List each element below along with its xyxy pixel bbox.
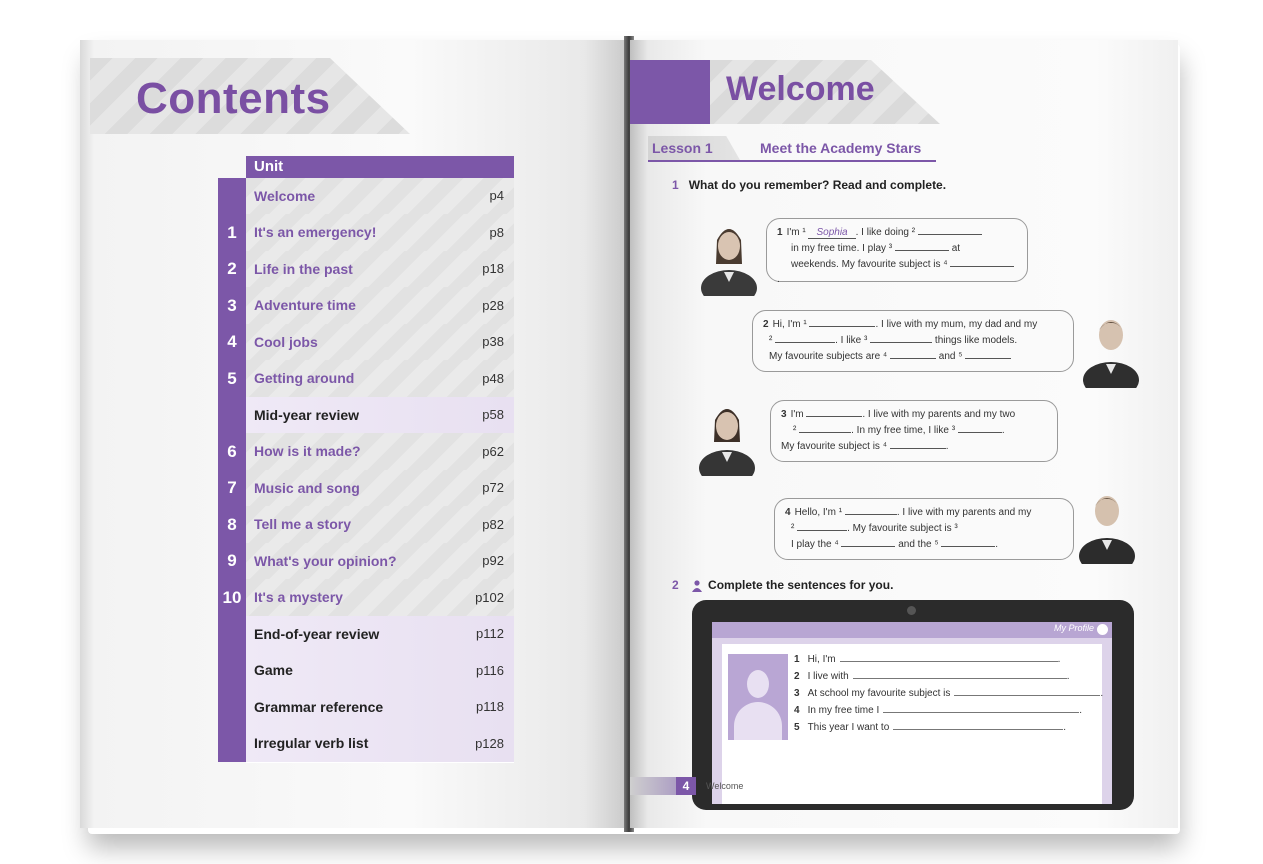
unit-number: 9: [218, 543, 246, 580]
toc-row[interactable]: [218, 397, 514, 434]
profile-label: My Profile: [1053, 623, 1094, 633]
toc-row[interactable]: [218, 726, 514, 763]
unit-number: 7: [218, 470, 246, 507]
bubble-text: ²: [769, 335, 773, 346]
profile-sentence: 5 This year I want to .: [794, 722, 1067, 733]
answer-line[interactable]: [954, 695, 1100, 696]
unit-number: 10: [218, 580, 246, 617]
unit-number: [218, 726, 246, 763]
toc-entry[interactable]: [246, 251, 514, 289]
speech-bubble-2: [752, 310, 1074, 372]
boy-photo-icon: [1078, 484, 1136, 564]
toc-header: Unit: [246, 156, 514, 178]
page-number: 4: [676, 777, 696, 795]
toc-entry[interactable]: [246, 324, 514, 362]
unit-title: Life in the past: [254, 260, 353, 277]
answer-line[interactable]: [893, 729, 1063, 730]
filled-answer: Sophia: [808, 227, 855, 239]
page-ref: p18: [482, 261, 504, 277]
sentence-number: 3: [794, 688, 800, 699]
tablet-device: [692, 600, 1134, 810]
unit-number: [218, 397, 246, 434]
speech-bubble-3: 3 I'm . I live with my parents and my two ² . In my free time, I like ³ . My favourite subject is ⁴ .: [770, 400, 1058, 462]
bubble-number: 4: [785, 507, 791, 518]
answer-line[interactable]: [883, 712, 1079, 713]
bubble-text: My favourite subjects are ⁴: [769, 351, 888, 362]
answer-blank[interactable]: [918, 224, 982, 235]
unit-title: Grammar reference: [254, 698, 384, 715]
unit-title: Mid-year review: [254, 406, 360, 423]
bubble-text: . My favourite subject is ³: [847, 523, 958, 534]
answer-blank[interactable]: [965, 348, 1011, 359]
toc-entry[interactable]: [246, 506, 514, 544]
unit-title: Cool jobs: [254, 333, 318, 350]
page-ref: p118: [476, 699, 504, 715]
avatar-body: [734, 702, 782, 740]
instruction-text: Complete the sentences for you.: [708, 578, 894, 592]
bubble-text: and ⁵: [938, 351, 963, 362]
unit-title: End-of-year review: [254, 625, 380, 642]
toc-row[interactable]: [218, 616, 514, 653]
bubble-text: ²: [793, 425, 797, 436]
bubble-text: . I live with my parents and my two: [862, 409, 1016, 420]
toc-entry[interactable]: [246, 433, 514, 471]
answer-blank[interactable]: [841, 536, 895, 547]
sentence-number: 4: [794, 705, 800, 716]
answer-blank[interactable]: [890, 348, 936, 359]
lesson-title: Meet the Academy Stars: [760, 140, 922, 156]
toc-entry[interactable]: [246, 616, 514, 654]
toc-row[interactable]: [218, 543, 514, 580]
speech-bubble-1: [766, 218, 1028, 285]
unit-title: It's an emergency!: [254, 224, 377, 241]
toc-entry[interactable]: [246, 543, 514, 581]
toc-row[interactable]: [218, 434, 514, 471]
answer-blank[interactable]: [809, 316, 875, 327]
toc-entry[interactable]: [246, 214, 514, 252]
profile-bar: [712, 622, 1112, 638]
speech-bubble-4: [774, 498, 1074, 560]
person-icon: [692, 580, 702, 592]
bubble-text: I'm: [790, 409, 804, 420]
exercise-1-instruction: [672, 178, 946, 192]
unit-number: 5: [218, 361, 246, 398]
sentence-text: I live with: [807, 671, 849, 682]
bubble-text: . I live with my mum, my dad and my: [875, 319, 1038, 330]
bubble-number: 2: [763, 319, 769, 330]
unit-title: How is it made?: [254, 443, 361, 460]
unit-number: 8: [218, 507, 246, 544]
toc-entry[interactable]: [246, 287, 514, 325]
profile-card: [722, 644, 1102, 804]
exercise-number: 1: [672, 178, 679, 192]
unit-title: Welcome: [254, 187, 316, 204]
sentence-number: 5: [794, 722, 800, 733]
answer-blank[interactable]: [799, 422, 851, 433]
toc-row[interactable]: [218, 324, 514, 361]
unit-title: Adventure time: [254, 297, 356, 314]
profile-gear-icon[interactable]: [1097, 624, 1108, 635]
sentence-text: This year I want to: [807, 722, 890, 733]
answer-blank[interactable]: [950, 256, 1014, 267]
unit-number: [218, 689, 246, 726]
instruction-text: What do you remember? Read and complete.: [688, 178, 947, 192]
toc-row[interactable]: [218, 288, 514, 325]
page-ref: p28: [482, 297, 504, 313]
answer-blank[interactable]: [941, 536, 995, 547]
page-ref: p92: [482, 553, 504, 569]
page-ref: p128: [475, 735, 504, 751]
toc-entry[interactable]: [246, 689, 514, 727]
page-ref: p48: [482, 370, 504, 386]
unit-number: 1: [218, 215, 246, 252]
page-ref: p38: [482, 334, 504, 350]
boy-photo-icon: [1082, 308, 1140, 388]
footer-label: Welcome: [706, 781, 744, 791]
toc-entry[interactable]: [246, 725, 514, 763]
bubble-text: . In my free time, I like ³: [851, 425, 956, 436]
sentence-text: Hi, I'm: [807, 654, 836, 665]
unit-title: Tell me a story: [254, 516, 352, 533]
bubble-text: .: [945, 441, 949, 452]
sentence-text: In my free time I: [807, 705, 880, 716]
bubble-text: .: [777, 274, 780, 285]
page-ref: p102: [475, 589, 504, 605]
answer-blank[interactable]: [797, 520, 847, 531]
bubble-text: and the ⁵: [898, 539, 939, 550]
unit-number: [218, 178, 246, 215]
table-of-contents: [218, 156, 514, 762]
toc-entry[interactable]: [246, 178, 514, 216]
unit-title: Irregular verb list: [254, 735, 369, 752]
toc-entry[interactable]: [246, 397, 514, 435]
unit-number: [218, 616, 246, 653]
unit-title: Getting around: [254, 370, 355, 387]
toc-row[interactable]: [218, 215, 514, 252]
toc-entry[interactable]: [246, 652, 514, 690]
bubble-text: My favourite subject is ⁴: [781, 441, 888, 452]
profile-sentence: 3 At school my favourite subject is .: [794, 688, 1104, 699]
toc-row[interactable]: [218, 689, 514, 726]
bubble-text: in my free time. I play ³: [791, 243, 893, 254]
answer-blank[interactable]: [958, 422, 1002, 433]
page-ref: p58: [482, 407, 504, 423]
avatar-head: [747, 670, 769, 698]
profile-sentence: 4 In my free time I .: [794, 705, 1083, 716]
bubble-text: ²: [791, 523, 795, 534]
sentence-number: 2: [794, 671, 800, 682]
profile-sentence: 1 Hi, I'm .: [794, 654, 1061, 665]
answer-blank[interactable]: [806, 406, 862, 417]
bubble-text: Hi, I'm ¹: [772, 319, 807, 330]
unit-number: [218, 653, 246, 690]
answer-blank[interactable]: [870, 332, 932, 343]
page-ref: p8: [489, 224, 504, 240]
toc-row[interactable]: [218, 507, 514, 544]
contents-page: [80, 40, 628, 828]
lesson-label: Lesson 1: [652, 140, 713, 156]
page-ref: p112: [476, 626, 504, 642]
answer-blank[interactable]: [890, 438, 946, 449]
unit-number: 3: [218, 288, 246, 325]
bubble-text: . I like doing ²: [855, 227, 916, 238]
page-title: Contents: [136, 74, 331, 123]
sentence-text: At school my favourite subject is: [807, 688, 951, 699]
unit-number: 2: [218, 251, 246, 288]
toc-entry[interactable]: [246, 360, 514, 398]
toc-row[interactable]: [218, 580, 514, 617]
bubble-text: . I like ³: [835, 335, 868, 346]
page-ref: p116: [476, 662, 504, 678]
toc-entry[interactable]: [246, 470, 514, 508]
unit-title: It's a mystery: [254, 589, 343, 606]
answer-blank[interactable]: [895, 240, 949, 251]
avatar: [728, 654, 788, 740]
answer-line[interactable]: [840, 661, 1058, 662]
toc-row[interactable]: [218, 361, 514, 398]
toc-row[interactable]: [218, 470, 514, 507]
bubble-text: things like models.: [934, 335, 1018, 346]
bubble-number: 1: [777, 227, 783, 238]
girl-photo-icon: [698, 396, 756, 476]
page-ref: p82: [482, 516, 504, 532]
toc-row[interactable]: [218, 653, 514, 690]
answer-blank[interactable]: [845, 504, 897, 515]
welcome-page: [630, 40, 1178, 828]
girl-photo-icon: [700, 216, 758, 296]
toc-row[interactable]: [218, 251, 514, 288]
page-ref: p4: [489, 188, 504, 204]
bubble-text: Hello, I'm ¹: [794, 507, 843, 518]
toc-rows: [218, 178, 514, 762]
camera-icon: [907, 606, 916, 615]
unit-number: 4: [218, 324, 246, 361]
exercise-2-instruction: [672, 578, 893, 592]
exercise-number: 2: [672, 578, 679, 592]
accent-strip: [630, 60, 710, 124]
bubble-text: .: [995, 539, 999, 550]
bubble-text: I'm ¹: [786, 227, 806, 238]
page-ref: p72: [482, 480, 504, 496]
bubble-text: at: [951, 243, 961, 254]
profile-screen: [712, 622, 1112, 804]
sentence-number: 1: [794, 654, 800, 665]
unit-title: What's your opinion?: [254, 552, 397, 569]
bubble-number: 3: [781, 409, 787, 420]
profile-sentence: 2 I live with .: [794, 671, 1070, 682]
toc-entry[interactable]: [246, 579, 514, 617]
page-title: Welcome: [726, 70, 875, 108]
page-ref: p62: [482, 443, 504, 459]
bubble-text: . I live with my parents and my: [896, 507, 1032, 518]
unit-title: Game: [254, 662, 293, 679]
unit-number: 6: [218, 434, 246, 471]
unit-title: Music and song: [254, 479, 360, 496]
bubble-text: weekends. My favourite subject is ⁴: [791, 259, 948, 270]
answer-blank[interactable]: [775, 332, 835, 343]
bubble-text: I play the ⁴: [791, 539, 839, 550]
toc-row[interactable]: [218, 178, 514, 215]
answer-line[interactable]: [853, 678, 1067, 679]
